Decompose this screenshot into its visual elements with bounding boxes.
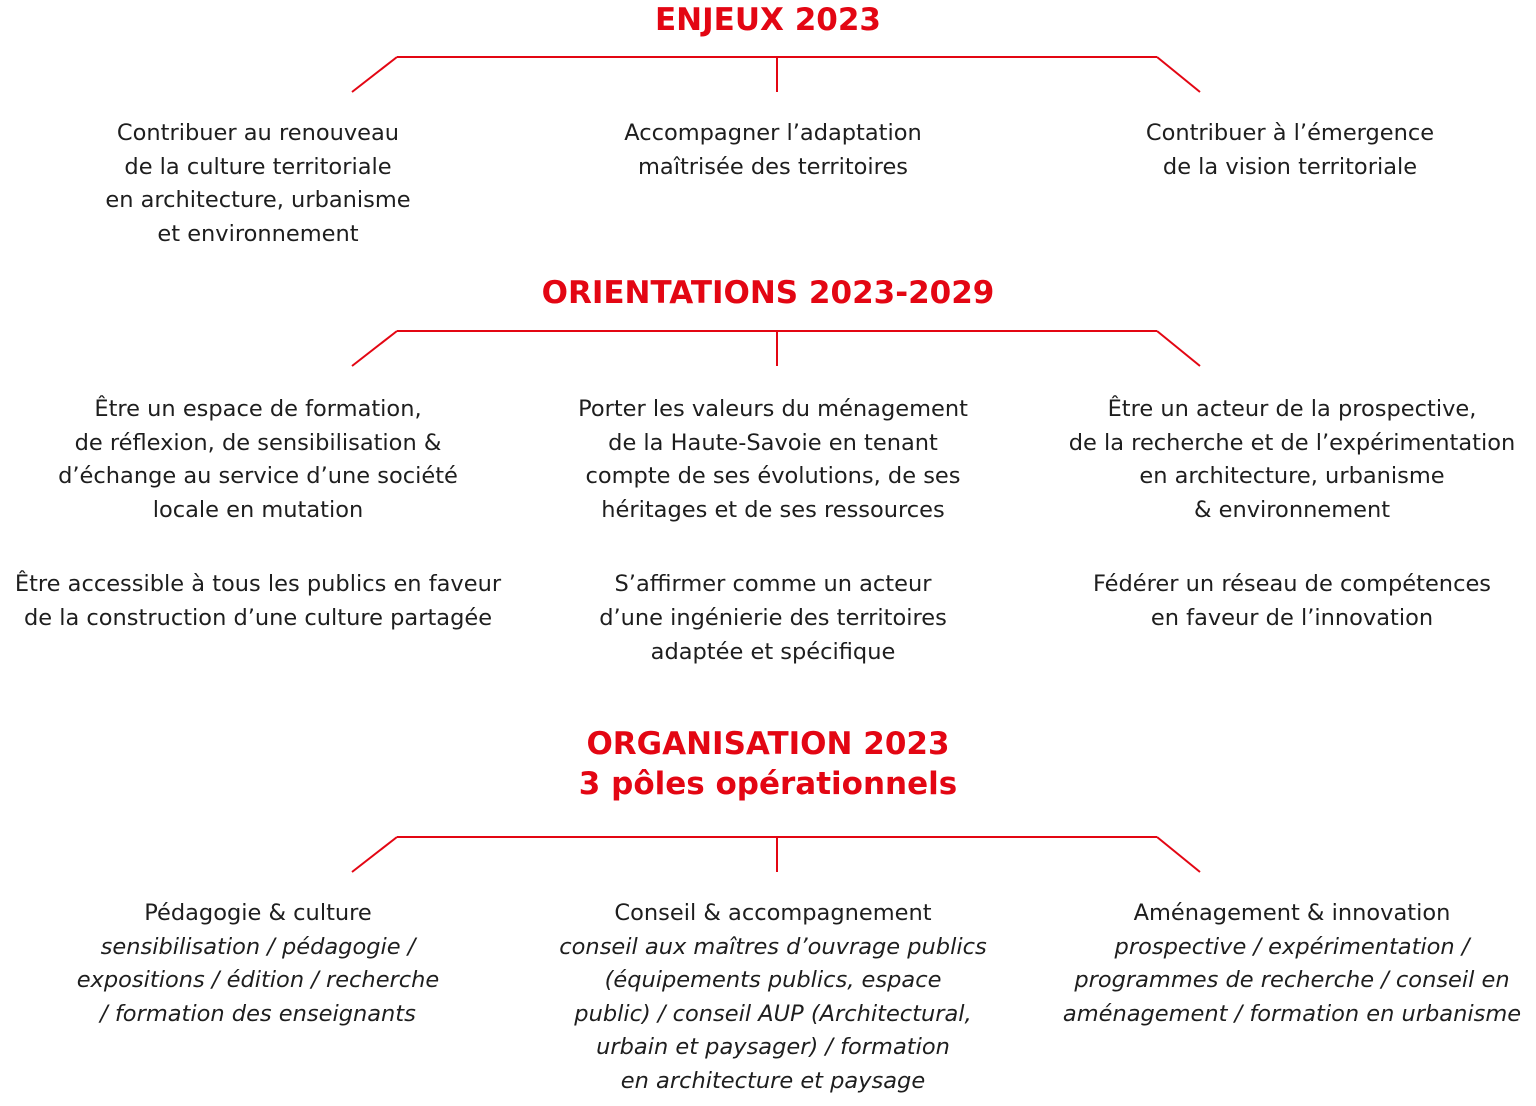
pole-pedagogie	[30, 897, 486, 1031]
pole-title: Conseil & accompagnement	[614, 900, 932, 926]
organisation-subtitle: 3 pôles opérationnels	[578, 766, 958, 802]
orientations-title: ORIENTATIONS 2023-2029	[541, 275, 995, 311]
orientation-3a: Être un acteur de la prospective, de la recherche et de l’expérimentation en architecture, urbanisme & environnement	[1068, 396, 1516, 523]
orientation-1a: Être un espace de formation, de réflexion, de sensibilisation & d’échange au service d’une société locale en mutation	[58, 396, 458, 523]
orientation-column-1	[0, 393, 516, 636]
enjeux-title: ENJEUX 2023	[655, 2, 881, 38]
pole-title: Pédagogie & culture	[144, 900, 372, 926]
enjeux-item-3: Contribuer à l’émergence de la vision territoriale	[1145, 120, 1435, 180]
organisation-title-line1: ORGANISATION 2023	[586, 726, 950, 762]
orientation-column-3	[1050, 393, 1534, 636]
orientation-1b: Être accessible à tous les publics en faveur de la construction d’une culture partagée	[14, 571, 502, 631]
orientation-3b: Fédérer un réseau de compétences en faveur de l’innovation	[1092, 571, 1492, 631]
organisation-bracket	[0, 836, 1536, 896]
enjeux-item-1: Contribuer au renouveau de la culture territoriale en architecture, urbanisme et environnement	[105, 120, 411, 247]
pole-title: Aménagement & innovation	[1133, 900, 1451, 926]
enjeux-bracket	[0, 56, 1536, 116]
enjeux-item-2: Accompagner l’adaptation maîtrisée des territoires	[624, 120, 922, 180]
orientation-2b: S’affirmer comme un acteur d’une ingénierie des territoires adaptée et spécifique	[599, 571, 947, 665]
pole-details: prospective / expérimentation / programmes de recherche / conseil en aménagement / formation en urbanisme	[1062, 933, 1522, 1027]
pole-amenagement	[1050, 897, 1534, 1031]
organisation-title	[0, 724, 1536, 804]
orientations-bracket	[0, 330, 1536, 390]
pole-conseil	[530, 897, 1016, 1099]
pole-details: sensibilisation / pédagogie / expositions / édition / recherche / formation des enseignants	[76, 933, 440, 1027]
orientation-2a: Porter les valeurs du ménagement de la Haute-Savoie en tenant compte de ses évolutions, de ses héritages et de ses ressources	[578, 396, 968, 523]
pole-details: conseil aux maîtres d’ouvrage publics (équipements publics, espace public) / conseil AUP (Architectural, urbain et paysager) / formation en architecture et paysage	[559, 933, 987, 1094]
orientation-column-2	[528, 393, 1018, 669]
